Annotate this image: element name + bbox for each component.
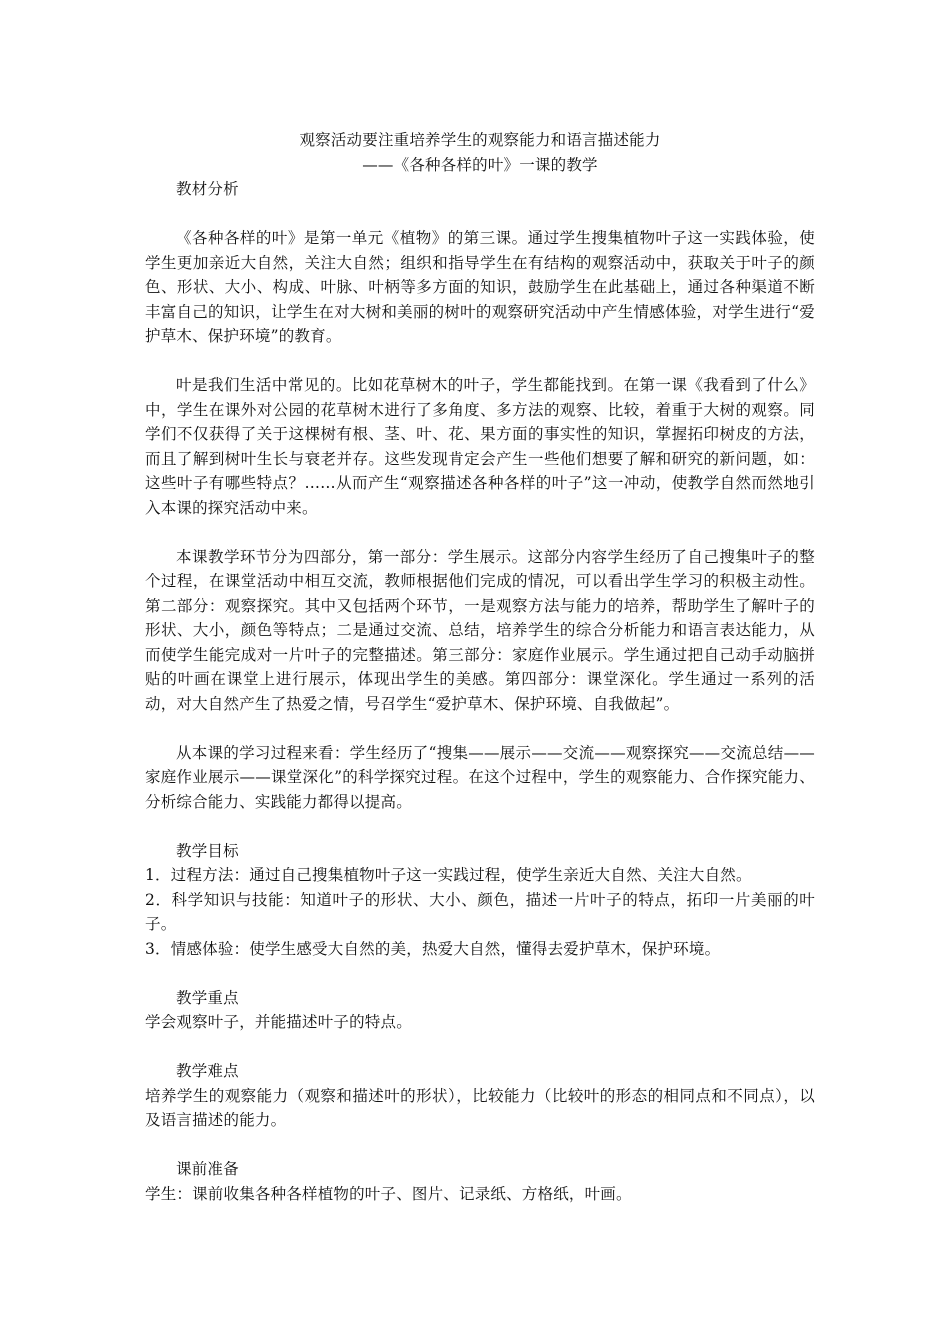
spacer <box>145 520 815 545</box>
section-heading-focus: 教学重点 <box>176 988 239 1007</box>
spacer <box>145 716 815 741</box>
preparation-text: 学生：课前收集各种各样植物的叶子、图片、记录纸、方格纸，叶画。 <box>145 1184 632 1203</box>
spacer <box>145 202 815 227</box>
goal-item-3: 3．情感体验：使学生感受大自然的美，热爱大自然，懂得去爱护草木，保护环境。 <box>145 939 721 958</box>
goal-item-2: 2．科学知识与技能：知道叶子的形状、大小、颜色，描述一片叶子的特点，拓印一片美丽的叶子。 <box>145 890 815 933</box>
document-page <box>145 128 815 1206</box>
difficulty-text: 培养学生的观察能力（观察和描述叶的形状），比较能力（比较叶的形态的相同点和不同点），以及语言描述的能力。 <box>145 1086 815 1129</box>
analysis-paragraph-3: 本课教学环节分为四部分，第一部分：学生展示。这部分内容学生经历了自己搜集叶子的整个过程，在课堂活动中相互交流，教师根据他们完成的情况，可以看出学生学习的积极主动性。第二部分：观察探究。其中又包括两个环节，一是观察方法与能力的培养，帮助学生了解叶子的形状、大小，颜色等特点；二是通过交流、总结，培养学生的综合分析能力和语言表达能力，从而使学生能完成对一片叶子的完整描述。第三部分：家庭作业展示。学生通过把自己动手动脑拼贴的叶画在课堂上进行展示，体现出学生的美感。第四部分：课堂深化。学生通过一系列的活动，对大自然产生了热爱之情，号召学生“爱护草木、保护环境、自我做起”。 <box>145 547 815 713</box>
section-heading-analysis: 教材分析 <box>176 180 239 198</box>
spacer <box>145 1133 815 1158</box>
focus-text: 学会观察叶子，并能描述叶子的特点。 <box>145 1013 412 1031</box>
document-subtitle: ——《各种各样的叶》一课的教学 <box>362 155 598 174</box>
goal-item-1: 1．过程方法：通过自己搜集植物叶子这一实践过程，使学生亲近大自然、关注大自然。 <box>145 866 752 884</box>
spacer <box>145 814 815 839</box>
spacer <box>145 1035 815 1060</box>
analysis-paragraph-1: 《各种各样的叶》是第一单元《植物》的第三课。通过学生搜集植物叶子这一实践体验，使学生更加亲近大自然，关注大自然；组织和指导学生在有结构的观察活动中，获取关于叶子的颜色、形状、大小、构成、叶脉、叶柄等多方面的知识，鼓励学生在此基础上，通过各种渠道不断丰富自己的知识，让学生在对大树和美丽的树叶的观察研究活动中产生情感体验，对学生进行“爱护草木、保护环境”的教育。 <box>145 229 815 345</box>
analysis-paragraph-2: 叶是我们生活中常见的。比如花草树木的叶子，学生都能找到。在第一课《我看到了什么》中，学生在课外对公园的花草树木进行了多角度、多方法的观察、比较，着重于大树的观察。同学们不仅获得了关于这棵树有根、茎、叶、花、果方面的事实性的知识，掌握拓印树皮的方法，而且了解到树叶生长与衰老并存。这些发现肯定会产生一些他们想要了解和研究的新问题，如：这些叶子有哪些特点？……从而产生“观察描述各种各样的叶子”这一冲动，使教学自然而然地引入本课的探究活动中来。 <box>145 376 815 517</box>
section-heading-difficulty: 教学难点 <box>176 1062 239 1080</box>
document-title: 观察活动要注重培养学生的观察能力和语言描述能力 <box>299 131 661 149</box>
analysis-paragraph-4: 从本课的学习过程来看：学生经历了“搜集——展示——交流——观察探究——交流总结——家庭作业展示——课堂深化”的科学探究过程。在这个过程中，学生的观察能力、合作探究能力、分析综合能力、实践能力都得以提高。 <box>145 743 815 811</box>
spacer <box>145 349 815 374</box>
section-heading-preparation: 课前准备 <box>176 1160 239 1178</box>
section-heading-goals: 教学目标 <box>176 841 239 860</box>
spacer <box>145 961 815 986</box>
